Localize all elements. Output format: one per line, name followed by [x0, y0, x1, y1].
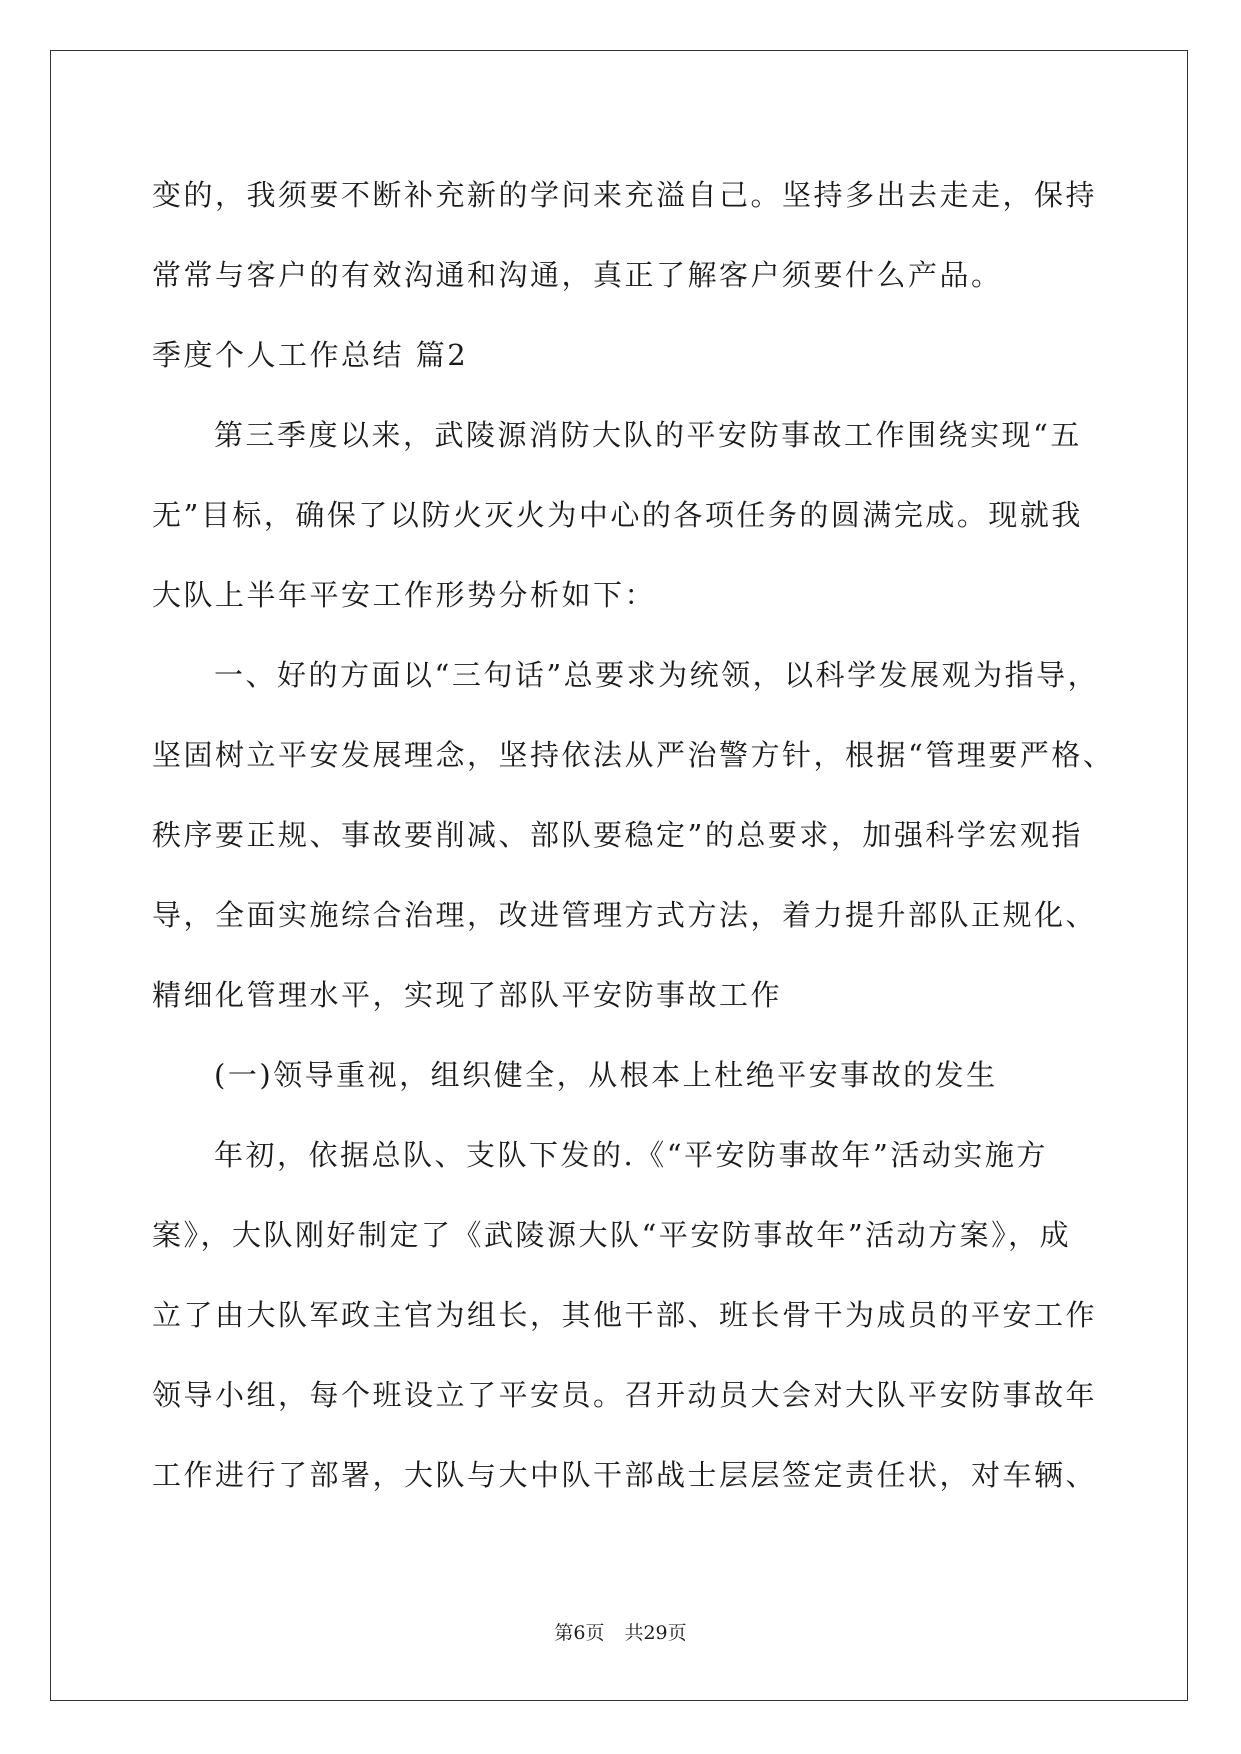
page-total: 共29页: [624, 1622, 687, 1644]
paragraph-line: 一、好的方面以“三句话”总要求为统领，以科学发展观为指导，: [214, 658, 1100, 692]
paragraph-line: 常常与客户的有效沟通和沟通，真正了解客户须要什么产品。: [152, 258, 1003, 292]
paragraph-line: 领导小组，每个班设立了平安员。召开动员大会对大队平安防事故年: [152, 1378, 1098, 1412]
page-footer: [0, 1618, 1241, 1645]
paragraph-line: 坚固树立平安发展理念，坚持依法从严治警方针，根据“管理要严格、: [152, 738, 1115, 772]
paragraph-line: 大队上半年平安工作形势分析如下：: [152, 578, 657, 612]
paragraph-line: 案》，大队刚好制定了《武陵源大队“平安防事故年”活动方案》，成: [152, 1218, 1072, 1252]
paragraph-line: 立了由大队军政主官为组长，其他干部、班长骨干为成员的平安工作: [152, 1298, 1098, 1332]
paragraph-line: 工作进行了部署，大队与大中队干部战士层层签定责任状，对车辆、: [152, 1458, 1098, 1492]
document-body: [152, 155, 1115, 1515]
paragraph-line: 导，全面实施综合治理，改进管理方式方法，着力提升部队正规化、: [152, 898, 1098, 932]
page-number: 第6页: [554, 1622, 605, 1644]
paragraph-line: 年初，依据总队、支队下发的.《“平安防事故年”活动实施方: [214, 1138, 1048, 1172]
paragraph-line: 无”目标，确保了以防火灭火为中心的各项任务的圆满完成。现就我: [152, 498, 1083, 532]
paragraph-line: 变的，我须要不断补充新的学问来充溢自己。坚持多出去走走，保持: [152, 178, 1098, 212]
paragraph-line: 秩序要正规、事故要削减、部队要稳定”的总要求，加强科学宏观指: [152, 818, 1083, 852]
paragraph-line: 精细化管理水平，实现了部队平安防事故工作: [152, 978, 783, 1012]
subheading-line: (一)领导重视，组织健全，从根本上杜绝平安事故的发生: [214, 1058, 998, 1092]
paragraph-line: 第三季度以来，武陵源消防大队的平安防事故工作围绕实现“五: [214, 418, 1082, 452]
section-heading: 季度个人工作总结 篇2: [152, 338, 469, 372]
